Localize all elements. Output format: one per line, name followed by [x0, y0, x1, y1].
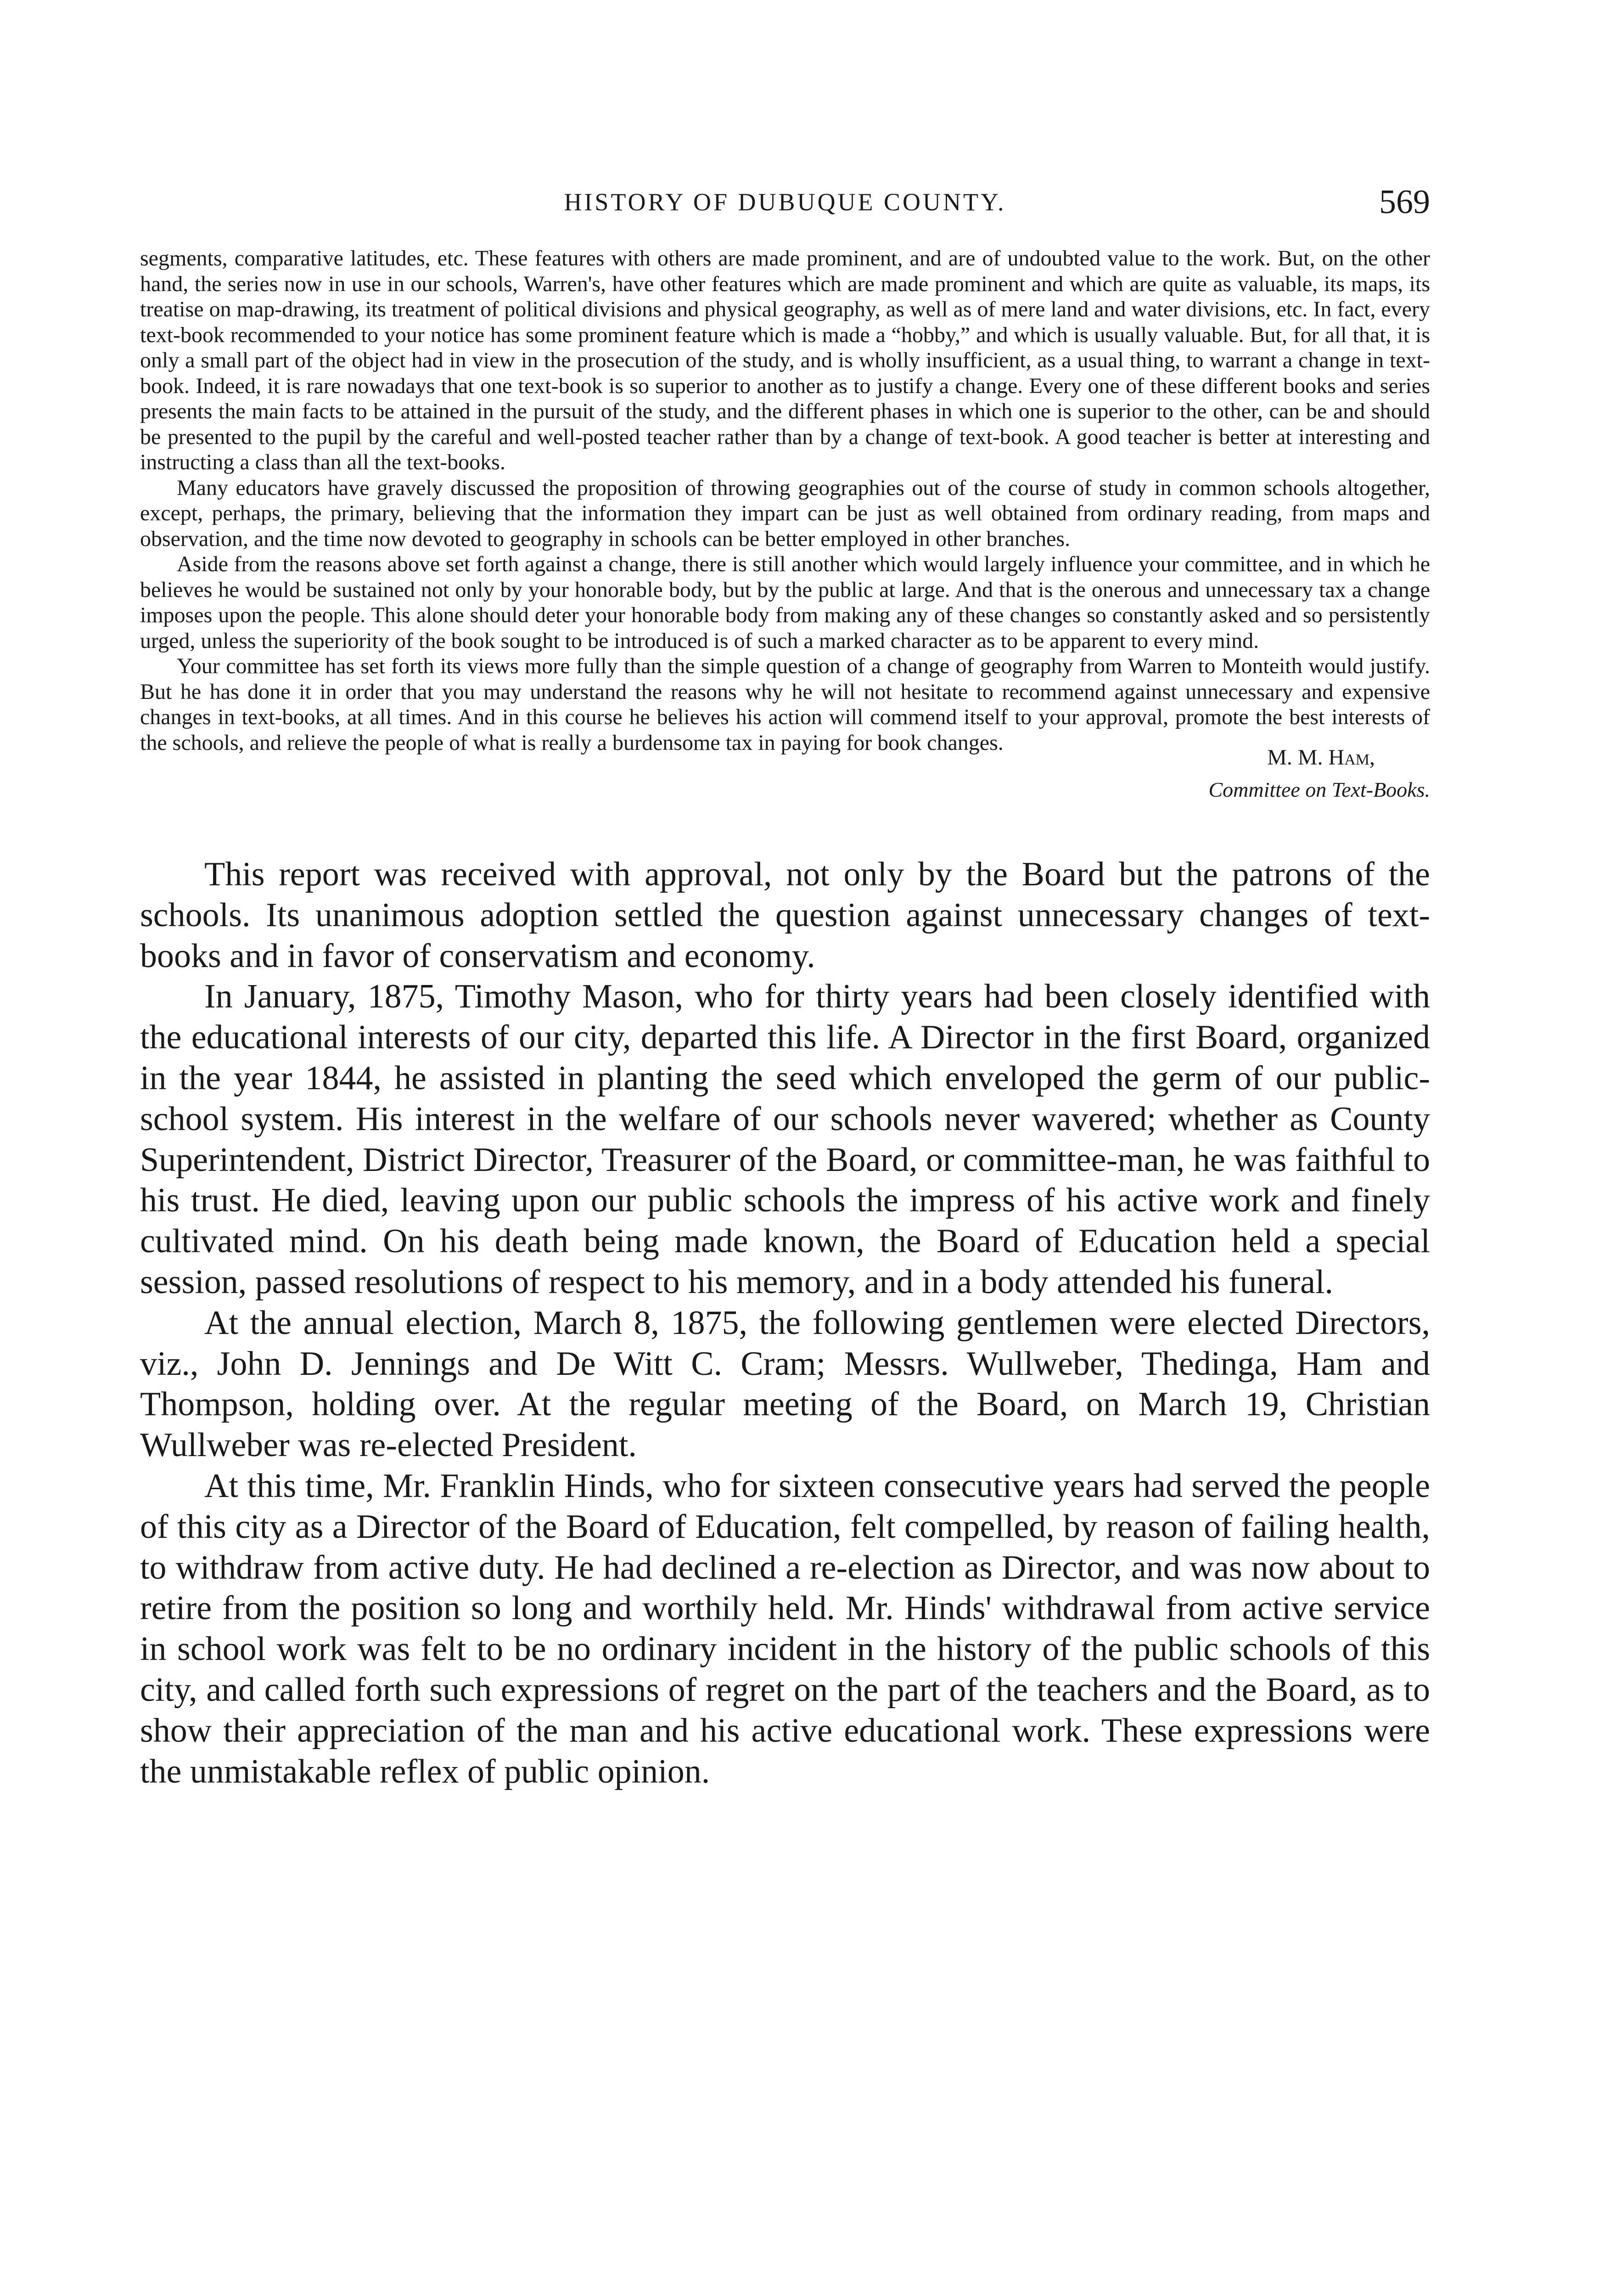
body-paragraph: At the annual election, March 8, 1875, the following gentlemen were elected Directors, viz., John D. Jennings and De Witt C. Cram; Messrs. Wullweber, Thedinga, Ham and Thompson, holding over. At the regular meeting of the Board, on March 19, Christian Wullweber was re-elected President. [140, 1304, 1430, 1464]
body-paragraph: In January, 1875, Timothy Mason, who for thirty years had been closely identified with the educational interests of our city, departed this life. A Director in the first Board, organized in the year 1844, he assisted in planting the seed which enveloped the germ of our public-school system. His interest in the welfare of our schools never wavered; whether as County Superintendent, District Director, Treasurer of the Board, or committee-man, he was faithful to his trust. He died, leaving upon our public schools the impress of his active work and finely cultivated mind. On his death being made known, the Board of Education held a special session, passed resolutions of respect to his memory, and in a body attended his funeral. [140, 978, 1430, 1301]
main-text [140, 854, 1430, 1792]
committee-report [140, 246, 1430, 755]
report-paragraph: segments, comparative latitudes, etc. These features with others are made prominent, and are of undoubted value to the work. But, on the other hand, the series now in use in our schools, Warren's, have other features which are made prominent and which are quite as valuable, its maps, its treatise on map-drawing, its treatment of political divisions and physical geography, as well as of mere land and water divisions, etc. In fact, every text-book recommended to your notice has some prominent feature which is made a “hobby,” and which is usually valuable. But, for all that, it is only a small part of the object had in view in the prosecution of the study, and is wholly insufficient, as a usual thing, to warrant a change in text-book. Indeed, it is rare nowadays that one text-book is so superior to another as to justify a change. Every one of these different books and series presents the main facts to be attained in the pursuit of the study, and the different phases in which one is superior to the other, can be and should be presented to the pupil by the careful and well-posted teacher rather than by a change of text-book. A good teacher is better at interesting and instructing a class than all the text-books. [140, 246, 1430, 474]
signature-name: M. M. Ham, [1267, 745, 1375, 770]
report-paragraph: Your committee has set forth its views more fully than the simple question of a change of geography from Warren to Monteith would justify. But he has done it in order that you may understand the reasons why he will not hesitate to recommend against unnecessary and expensive changes in text-books, at all times. And in this course he believes his action will commend itself to your approval, promote the best interests of the schools, and relieve the people of what is really a burdensome tax in paying for book changes. [140, 654, 1430, 755]
report-paragraph: Aside from the reasons above set forth against a change, there is still another which would largely influence your committee, and in which he believes he would be sustained not only by your honorable body, but by the public at large. And that is the onerous and unnecessary tax a change imposes upon the people. This alone should deter your honorable body from making any of these changes so constantly asked and so persistently urged, unless the superiority of the book sought to be introduced is of such a marked character as to be apparent to every mind. [140, 552, 1430, 653]
report-paragraph: Many educators have gravely discussed the proposition of throwing geographies out of the course of study in common schools altogether, except, perhaps, the primary, believing that the information they impart can be just as well obtained from ordinary reading, from maps and observation, and the time now devoted to geography in schools can be better employed in other branches. [140, 475, 1430, 551]
body-paragraph: This report was received with approval, not only by the Board but the patrons of the schools. Its unanimous adoption settled the question against unnecessary changes of text-books and in favor of conservatism and economy. [140, 855, 1430, 975]
running-title: HISTORY OF DUBUQUE COUNTY. [564, 188, 1006, 216]
body-paragraph: At this time, Mr. Franklin Hinds, who for sixteen consecutive years had served the people of this city as a Director of the Board of Education, felt compelled, by reason of failing health, to withdraw from active duty. He had declined a re-election as Director, and was now about to retire from the position so long and worthily held. Mr. Hinds' withdrawal from active service in school work was felt to be no ordinary incident in the history of the public schools of this city, and called forth such expressions of regret on the part of the teachers and the Board, as to show their appreciation of the man and his active educational work. These expressions were the unmistakable reflex of public opinion. [140, 1467, 1430, 1790]
running-header [140, 184, 1430, 225]
signature-title: Committee on Text-Books. [1208, 778, 1430, 801]
book-page [140, 184, 1430, 1792]
page-number: 569 [1379, 183, 1430, 221]
